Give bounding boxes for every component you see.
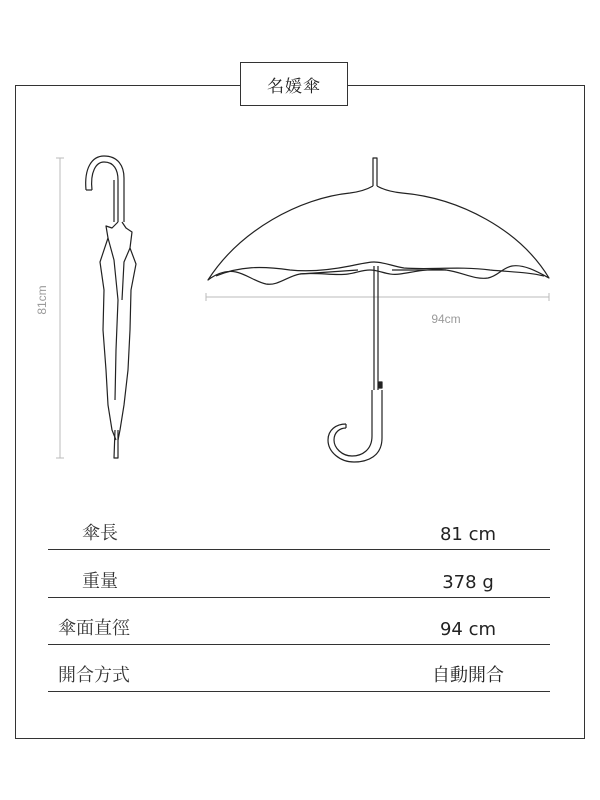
- spec-value: 94 cm: [439, 619, 497, 640]
- spec-value: 81 cm: [439, 524, 497, 545]
- spec-value: 378 g: [442, 572, 494, 593]
- closed-umbrella-icon: [86, 156, 136, 458]
- spec-label: 傘長: [82, 523, 118, 544]
- open-umbrella-icon: [208, 158, 549, 462]
- spec-value: 自動開合: [432, 665, 504, 686]
- product-title-text: 名媛傘: [267, 76, 321, 97]
- spec-label: 傘面直徑: [58, 618, 130, 639]
- spec-row-diameter: [48, 605, 550, 645]
- spec-label: 開合方式: [58, 665, 130, 686]
- length-dimension-label: 81cm: [35, 285, 49, 315]
- length-dimension: [35, 158, 64, 458]
- spec-row-weight: [48, 558, 550, 598]
- spec-row-length: [48, 510, 550, 550]
- spec-label: 重量: [82, 571, 118, 592]
- width-dimension-label: 94cm: [431, 312, 461, 326]
- spec-row-opening: [48, 652, 550, 692]
